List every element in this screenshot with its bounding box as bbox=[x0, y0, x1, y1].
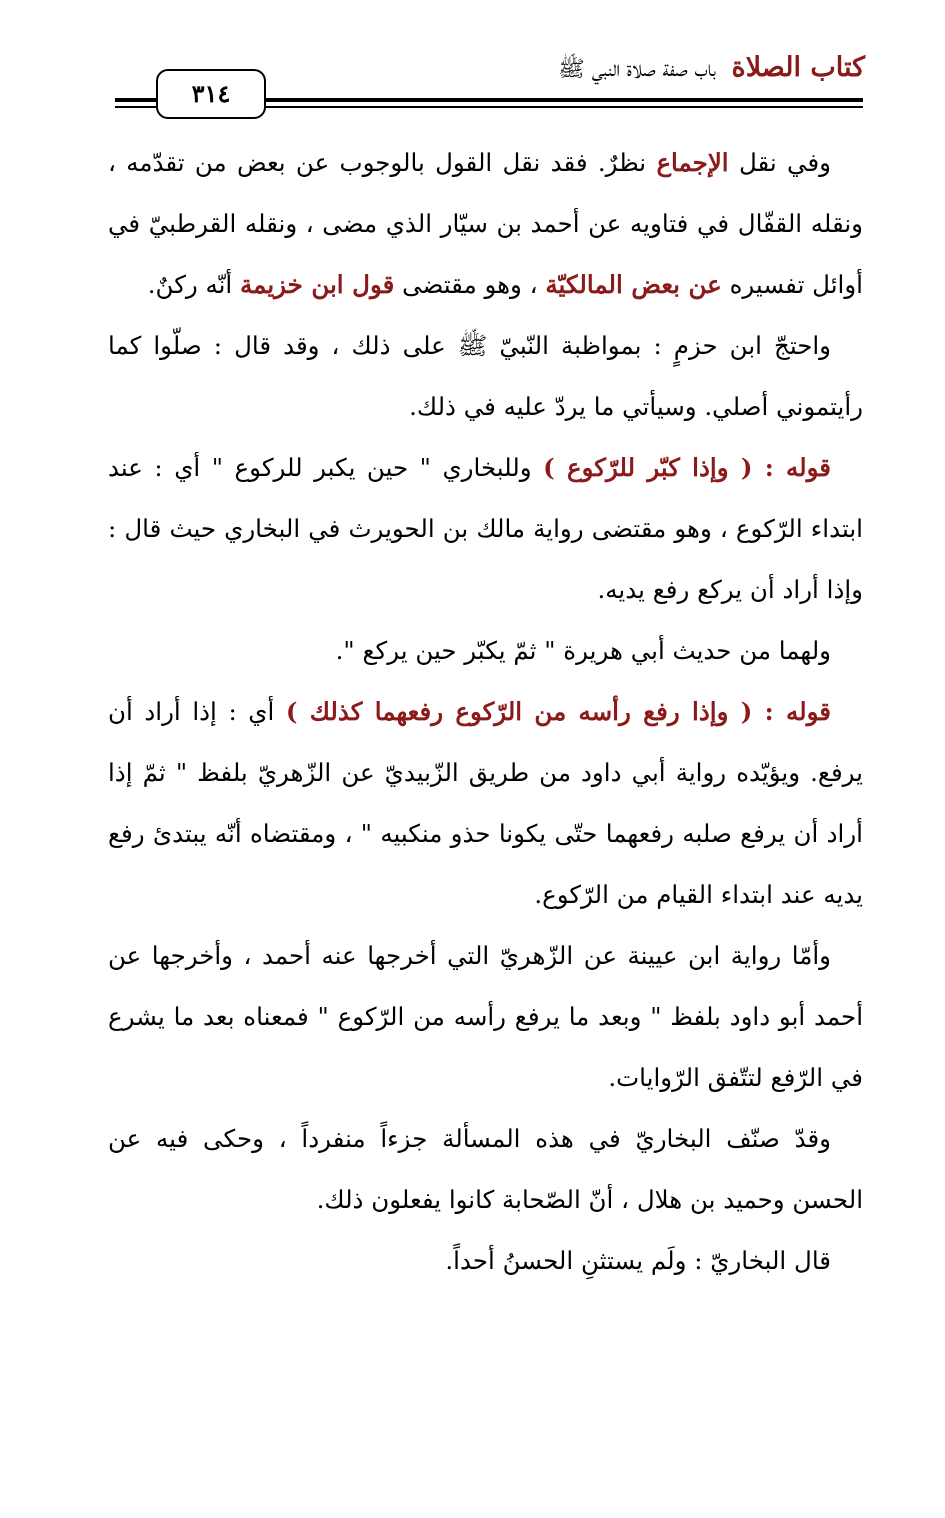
highlighted-text: الإجماع bbox=[656, 148, 729, 177]
highlighted-text: عن بعض المالكيّة bbox=[545, 270, 722, 299]
text-segment: قال البخاريّ : ولَم يستثنِ الحسنُ أحداً. bbox=[445, 1246, 831, 1275]
highlighted-text: قول ابن خزيمة bbox=[240, 270, 395, 299]
text-segment: وأمّا رواية ابن عيينة عن الزّهريّ التي أخرجها عنه أحمد ، وأخرجها عن أحمد أبو داود بلفظ " وبعد ما يرفع رأسه من الرّكوع " فمعناه بعد ما يشرع في الرّفع لتتّفق الرّوايات. bbox=[108, 941, 863, 1092]
text-segment: ، وهو مقتضى bbox=[394, 270, 546, 299]
text-segment: وللبخاري " حين يكبر للركوع " أي : عند ابتداء الرّكوع ، وهو مقتضى رواية مالك بن الحويرث في البخاري حيث قال : وإذا أراد أن يركع رفع يديه. bbox=[108, 453, 863, 604]
book-title: كتاب الصلاة bbox=[731, 52, 865, 83]
text-segment: نظرٌ. فقد نقل القول بالوجوب عن بعض من تقدّمه ، ونقله القفّال في فتاويه عن أحمد بن سيّار الذي مضى ، ونقله القرطبيّ في أوائل تفسيره bbox=[108, 148, 863, 299]
highlighted-text: قوله : ( وإذا كبّر للرّكوع ) bbox=[543, 453, 831, 482]
text-segment: وفي نقل bbox=[728, 148, 831, 177]
page-number-box bbox=[156, 69, 266, 119]
text-segment: وقدّ صنّف البخاريّ في هذه المسألة جزءاً منفرداً ، وحكى فيه عن الحسن وحميد بن هلال ، أنّ الصّحابة كانوا يفعلون ذلك. bbox=[108, 1124, 863, 1214]
paragraph bbox=[108, 437, 863, 620]
text-segment: ولهما من حديث أبي هريرة " ثمّ يكبّر حين يركع ". bbox=[335, 636, 831, 665]
paragraph bbox=[108, 925, 863, 1108]
paragraph bbox=[108, 315, 863, 437]
paragraph bbox=[108, 1230, 863, 1291]
paragraph bbox=[108, 1108, 863, 1230]
chapter-title: باب صفة صلاة النبي ﷺ bbox=[558, 57, 716, 82]
paragraph bbox=[108, 681, 863, 925]
text-segment: واحتجّ ابن حزمٍ : بمواظبة النّبيّ ﷺ على ذلك ، وقد قال : صلّوا كما رأيتموني أصلي. وسيأتي ما يردّ عليه في ذلك. bbox=[108, 331, 863, 421]
paragraph bbox=[108, 132, 863, 315]
text-segment: أنّه ركنٌ. bbox=[147, 270, 241, 299]
main-text bbox=[108, 132, 863, 1291]
page-number: ٣١٤ bbox=[191, 79, 231, 108]
page-header bbox=[558, 52, 865, 87]
highlighted-text: قوله : ( وإذا رفع رأسه من الرّكوع رفعهما كذلك ) bbox=[285, 697, 832, 726]
text-segment: أي : إذا أراد أن يرفع. ويؤيّده رواية أبي داود من طريق الزّبيديّ عن الزّهريّ بلفظ " ثمّ إذا أراد أن يرفع صلبه رفعهما حتّى يكونا حذو منكبيه " ، ومقتضاه أنّه يبتدئ رفع يديه عند ابتداء القيام من الرّكوع. bbox=[108, 697, 863, 909]
paragraph bbox=[108, 620, 863, 681]
